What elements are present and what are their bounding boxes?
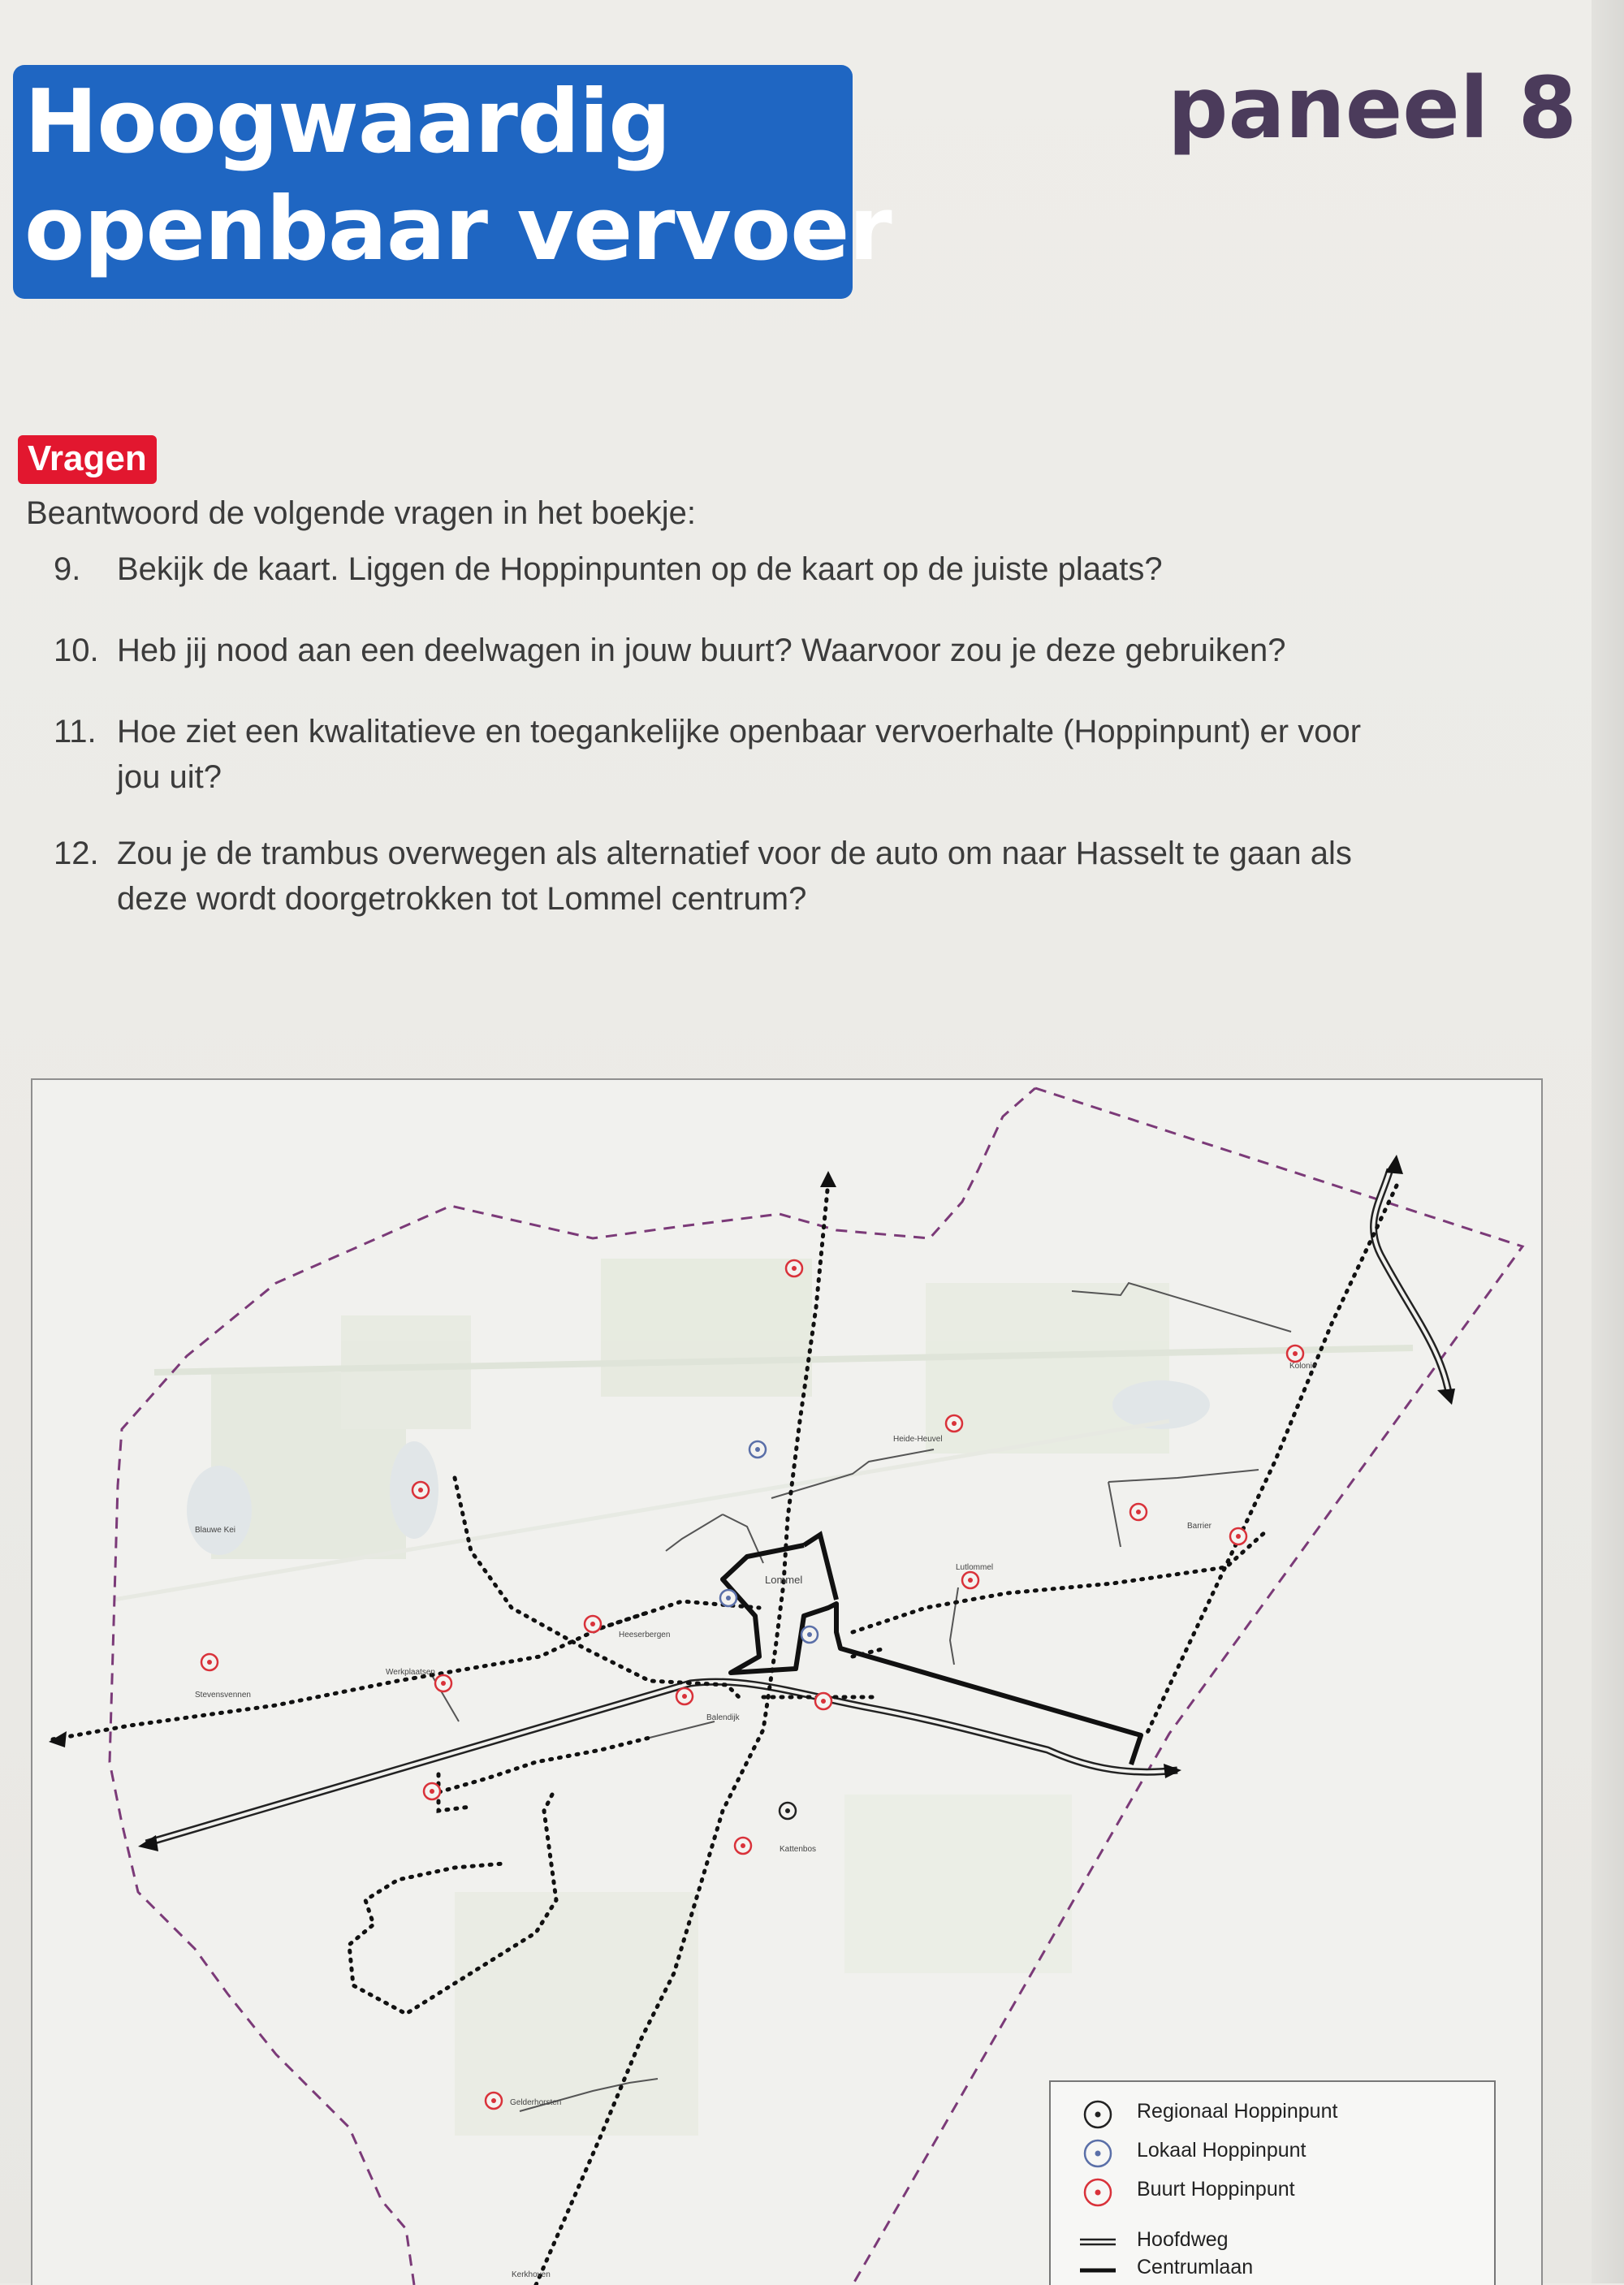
question-text: Heb jij nood aan een deelwagen in jouw buurt? Waarvoor zou je deze gebruiken? xyxy=(117,633,1286,668)
hoppinpunt-marker-dot xyxy=(430,1789,434,1794)
hoppinpunt-marker-dot xyxy=(792,1266,797,1271)
map-label-heide-heuvel: Heide-Heuvel xyxy=(893,1435,943,1444)
map-label-gelderhorsten: Gelderhorsten xyxy=(510,2098,562,2107)
question-number: 9. xyxy=(54,551,81,587)
regionaal-hoppinpunt-icon xyxy=(1080,2098,1116,2131)
questions-tag: Vragen xyxy=(18,435,157,484)
map-legend xyxy=(1049,2080,1496,2285)
hoppinpunt-marker-dot xyxy=(821,1699,826,1704)
hoppinpunt-marker-dot xyxy=(726,1596,731,1600)
legend-label: Buurt Hoppinpunt xyxy=(1137,2178,1295,2201)
map-label-kolonie: Kolonie xyxy=(1289,1362,1317,1371)
map-label-kerkhoven: Kerkhoven xyxy=(512,2270,551,2279)
title-line-2: openbaar vervoer xyxy=(24,179,892,280)
map-label-lommel: Lommel xyxy=(765,1574,803,1586)
map-label-blauwe-kei: Blauwe Kei xyxy=(195,1526,236,1535)
legend-item-regionaal xyxy=(1080,2098,1486,2131)
legend-label: Centrumlaan xyxy=(1137,2256,1254,2279)
map-label-werkplaatsen: Werkplaatsen xyxy=(386,1668,435,1677)
hoppinpunt-marker-dot xyxy=(441,1681,446,1686)
legend-item-buurt xyxy=(1080,2176,1486,2209)
legend-item-centrumlaan xyxy=(1080,2254,1486,2285)
map-label-lutlommel: Lutlommel xyxy=(956,1563,994,1572)
panel-edge xyxy=(1592,0,1624,2283)
panel-number: paneel 8 xyxy=(1168,58,1577,158)
lokaal-hoppinpunt-icon xyxy=(1080,2137,1116,2170)
title-line-1: Hoogwaardig xyxy=(24,71,671,173)
legend-label: Lokaal Hoppinpunt xyxy=(1137,2139,1307,2162)
question-text: Bekijk de kaart. Liggen de Hoppinpunten op de kaart op de juiste plaats? xyxy=(117,551,1163,587)
question-text-line2: jou uit? xyxy=(117,759,222,795)
buurt-hoppinpunt-icon xyxy=(1080,2176,1116,2209)
questions-intro: Beantwoord de volgende vragen in het boekje: xyxy=(26,495,697,531)
hoppinpunt-marker-dot xyxy=(418,1488,423,1492)
transit-map xyxy=(31,1078,1543,2285)
question-text-line2: deze wordt doorgetrokken tot Lommel centrum? xyxy=(117,881,807,917)
title-box xyxy=(13,65,892,299)
hoppinpunt-marker-dot xyxy=(682,1694,687,1699)
hoppinpunt-marker-dot xyxy=(785,1808,790,1813)
hoppinpunt-marker-dot xyxy=(1236,1534,1241,1539)
map-label-barrier: Barrier xyxy=(1187,1522,1212,1531)
hoppinpunt-marker-dot xyxy=(807,1632,812,1637)
map-label-balendijk: Balendijk xyxy=(706,1713,740,1722)
legend-label: Regionaal Hoppinpunt xyxy=(1137,2100,1338,2123)
legend-item-lokaal xyxy=(1080,2137,1486,2170)
question-number: 12. xyxy=(54,836,99,871)
hoppinpunt-marker-dot xyxy=(741,1843,745,1848)
map-label-kattenbos: Kattenbos xyxy=(780,1845,817,1854)
hoppinpunt-marker-dot xyxy=(590,1622,595,1626)
hoppinpunt-marker-dot xyxy=(207,1660,212,1665)
legend-label: Hoofdweg xyxy=(1137,2228,1229,2251)
hoppinpunt-marker-dot xyxy=(1136,1510,1141,1514)
hoppinpunt-marker-dot xyxy=(1293,1351,1298,1356)
question-text: Zou je de trambus overwegen als alternatief voor de auto om naar Hasselt te gaan als xyxy=(117,836,1352,871)
centrumlaan-line-icon xyxy=(1080,2254,1116,2285)
hoppinpunt-marker-dot xyxy=(952,1421,957,1426)
map-label-heeserbergen: Heeserbergen xyxy=(619,1631,671,1639)
question-number: 11. xyxy=(54,714,97,749)
hoppinpunt-marker-dot xyxy=(491,2098,496,2103)
hoppinpunt-marker-dot xyxy=(968,1578,973,1583)
question-number: 10. xyxy=(54,633,99,668)
question-text: Hoe ziet een kwalitatieve en toegankelijke openbaar vervoerhalte (Hoppinpunt) er voor xyxy=(117,714,1362,749)
hoppinpunt-marker-dot xyxy=(755,1447,760,1452)
map-label-stevensvennen: Stevensvennen xyxy=(195,1691,251,1700)
